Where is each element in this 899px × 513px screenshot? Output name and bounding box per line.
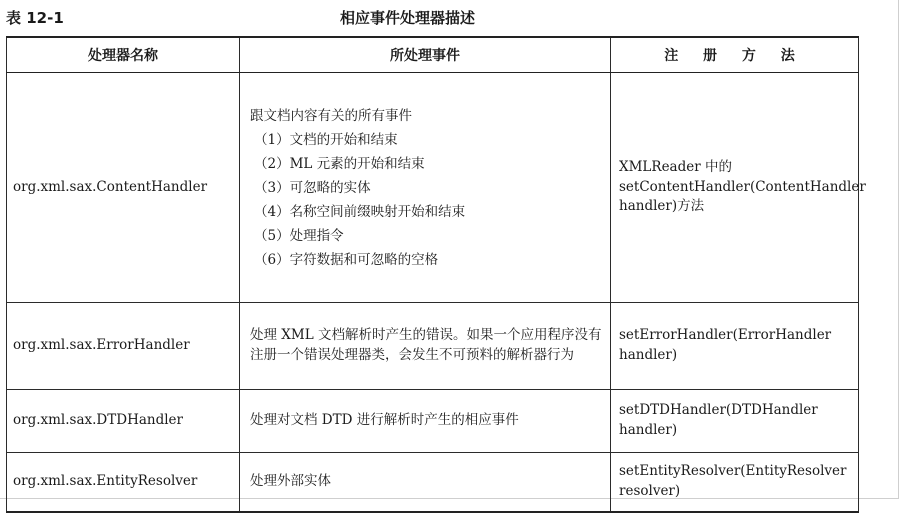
header-handled-events: 所处理事件 xyxy=(240,37,611,73)
event-item: （4）名称空间前缀映射开始和结束 xyxy=(254,203,466,220)
handled-events: 处理 XML 文档解析时产生的错误。如果一个应用程序没有注册一个错误处理器类，会发生不可预料的解析器行为 xyxy=(240,303,611,390)
table-row xyxy=(7,390,859,453)
event-item: （2）ML 元素的开始和结束 xyxy=(254,155,425,172)
event-item: （6）字符数据和可忽略的空格 xyxy=(254,251,439,268)
table-row xyxy=(7,453,859,513)
table-row xyxy=(7,73,859,303)
handler-name: org.xml.sax.DTDHandler xyxy=(7,390,240,453)
handler-name: org.xml.sax.ErrorHandler xyxy=(7,303,240,390)
register-method: setErrorHandler(ErrorHandler handler) xyxy=(611,303,859,390)
event-intro: 跟文档内容有关的所有事件 xyxy=(250,107,412,124)
table-number: 表 12-1 xyxy=(6,9,64,27)
handled-events xyxy=(240,73,611,303)
event-item: （3）可忽略的实体 xyxy=(254,179,371,196)
handled-events: 处理对文档 DTD 进行解析时产生的相应事件 xyxy=(240,390,611,453)
handler-name: org.xml.sax.ContentHandler xyxy=(7,73,240,303)
header-row xyxy=(7,37,859,73)
table-row xyxy=(7,303,859,390)
register-method: setDTDHandler(DTDHandler handler) xyxy=(611,390,859,453)
header-register-method: 注 册 方 法 xyxy=(611,37,859,73)
register-method: setEntityResolver(EntityResolver resolver) xyxy=(611,453,859,513)
handler-table xyxy=(6,36,866,513)
handled-events: 处理外部实体 xyxy=(240,453,611,513)
header-handler-name: 处理器名称 xyxy=(7,37,240,73)
register-method: XMLReader 中的 setContentHandler(ContentHandler handler)方法 xyxy=(611,73,859,303)
event-item: （1）文档的开始和结束 xyxy=(254,131,398,148)
table-caption: 相应事件处理器描述 xyxy=(340,9,476,27)
event-item: （5）处理指令 xyxy=(254,227,344,244)
handler-name: org.xml.sax.EntityResolver xyxy=(7,453,240,513)
